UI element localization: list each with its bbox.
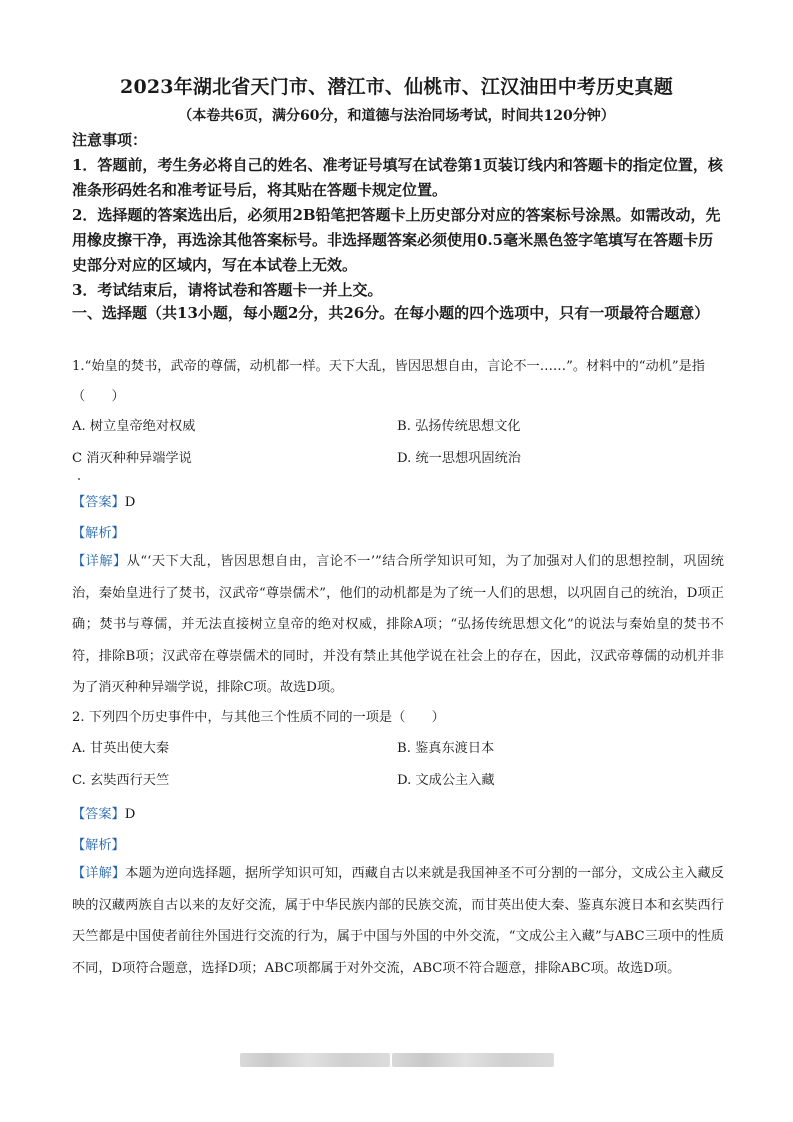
notice-item-1: 1．答题前，考生务必将自己的姓名、准考证号填写在试卷第1页装订线内和答题卡的指定位置，核准条形码姓名和准考证号后，将其贴在答题卡规定位置。: [72, 156, 723, 199]
question-1-stem: 1.“始皇的焚书，武帝的尊儒，动机都一样。天下大乱，皆因思想自由，言论不一……”。材料中的“动机”是指（ ）: [72, 359, 705, 404]
q1-detail: [72, 546, 724, 704]
notice-item-3: 3．考试结束后，请将试卷和答题卡一并上交。: [72, 281, 383, 299]
notice-heading: 注意事项：: [72, 131, 148, 149]
q1-answer: [72, 491, 135, 510]
answer-value: D: [124, 807, 136, 822]
q1-option-b: B. 弘扬传统思想文化: [397, 419, 521, 434]
q1-option-c: C 消灭种种异端学说: [72, 451, 192, 466]
detail-tag: 【详解】: [72, 554, 127, 569]
q2-detail: [72, 858, 724, 984]
section-1-heading: 一、选择题（共13小题，每小题2分，共26分。在每小题的四个选项中，只有一项最符合题意）: [72, 304, 710, 322]
detail-text: 从“‘天下大乱，皆因思想自由，言论不一’”结合所学知识可知，为了加强对人们的思想控制，巩固统治，秦始皇进行了焚书，汉武帝“尊崇儒术”，他们的动机都是为了统一人们的思想，以巩固自己的统治，D项正确；焚书与尊儒，并无法直接树立皇帝的绝对权威，排除A项；“弘扬传统思想文化”的说法与秦始皇的焚书不符，排除B项；汉武帝在尊崇儒术的同时，并没有禁止其他学说在社会上的存在，因此，汉武帝尊儒的动机并非为了消灭种种异端学说，排除C项。故选D项。: [72, 554, 724, 695]
blurred-footer-right: [392, 1053, 554, 1067]
exam-subtitle: （本卷共6页，满分60分，和道德与法治同场考试，时间共120分钟）: [178, 108, 615, 124]
question-2-stem: 2. 下列四个历史事件中，与其他三个性质不同的一项是（ ）: [72, 710, 445, 725]
q2-analysis-tag: 【解析】: [72, 838, 125, 853]
detail-tag: 【详解】: [72, 866, 126, 881]
answer-tag: 【答案】: [72, 495, 125, 510]
q2-option-d: D. 文成公主入藏: [397, 773, 495, 788]
q2-option-a: A. 甘英出使大秦: [72, 741, 170, 756]
q2-option-b: B. 鉴真东渡日本: [397, 741, 495, 756]
notice-item-2: 2．选择题的答案选出后，必须用2B铅笔把答题卡上历史部分对应的答案标号涂黑。如需改动，先用橡皮擦干净，再选涂其他答案标号。非选择题答案必须使用0.5毫米黑色签字笔填写在答题卡历史部分对应的区域内，写在本试卷上无效。: [72, 206, 721, 274]
stray-mark: [78, 478, 80, 480]
q1-option-d: D. 统一思想巩固统治: [397, 451, 521, 466]
page-title: 2023年湖北省天门市、潜江市、仙桃市、江汉油田中考历史真题: [120, 76, 673, 98]
q2-answer: [72, 803, 135, 822]
blurred-footer-left: [240, 1053, 390, 1067]
q2-option-c: C. 玄奘西行天竺: [72, 773, 170, 788]
detail-text: 本题为逆向选择题，据所学知识可知，西藏自古以来就是我国神圣不可分割的一部分，文成公主入藏反映的汉藏两族自古以来的友好交流，属于中华民族内部的民族交流，而甘英出使大秦、鉴真东渡日本和玄奘西行天竺都是中国使者前往外国进行交流的行为，属于中国与外国的中外交流，“文成公主入藏”与ABC三项中的性质不同，D项符合题意，选择D项；ABC项都属于对外交流，ABC项不符合题意，排除ABC项。故选D项。: [72, 866, 724, 976]
answer-value: D: [124, 495, 136, 510]
answer-tag: 【答案】: [72, 807, 125, 822]
q1-analysis-tag: 【解析】: [72, 526, 125, 541]
q1-option-a: A. 树立皇帝绝对权威: [72, 419, 196, 434]
